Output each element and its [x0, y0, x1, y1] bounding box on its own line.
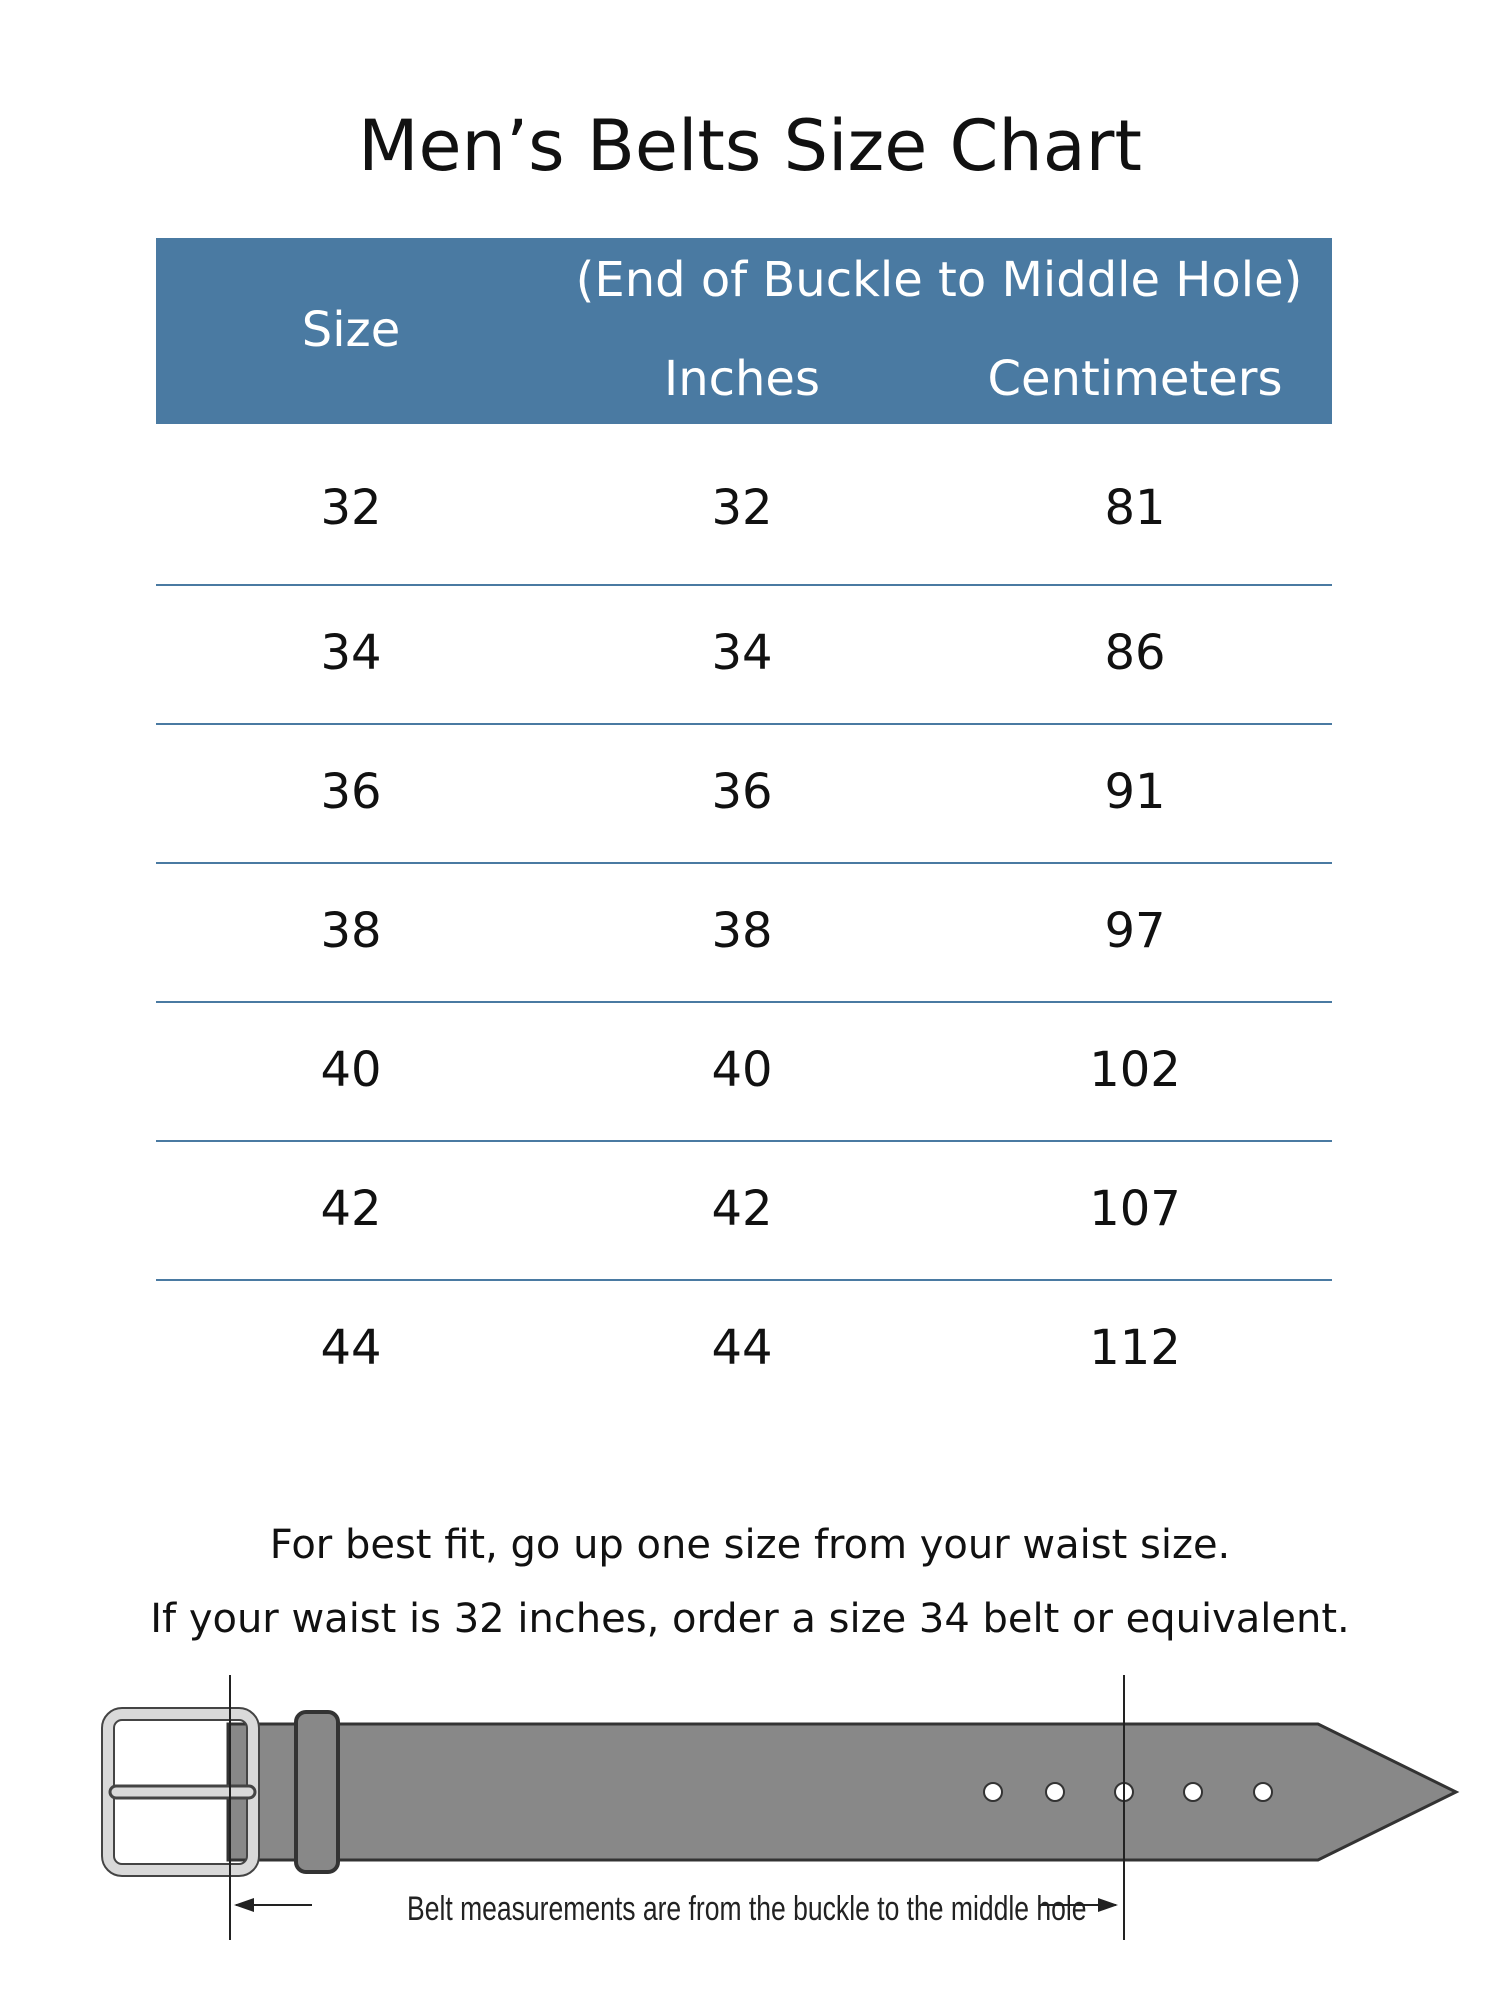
cell-size: 34 [320, 625, 382, 681]
cell-size: 40 [320, 1042, 382, 1098]
cell-cm: 102 [1089, 1042, 1181, 1098]
header-inches: Inches [664, 351, 820, 407]
cell-inches: 42 [711, 1181, 773, 1237]
table-row [156, 1003, 1332, 1142]
table-row [156, 1142, 1332, 1281]
table-body [156, 424, 1332, 1418]
arrow-right-head [1098, 1898, 1118, 1912]
cell-inches: 32 [711, 480, 773, 536]
cell-cm: 81 [1104, 480, 1166, 536]
cell-size: 32 [320, 480, 382, 536]
table-row [156, 725, 1332, 864]
cell-cm: 107 [1089, 1181, 1181, 1237]
cell-inches: 40 [711, 1042, 773, 1098]
table-row [156, 586, 1332, 725]
cell-inches: 34 [711, 625, 773, 681]
buckle-prong [110, 1786, 255, 1798]
cell-size: 44 [320, 1320, 382, 1376]
fit-example-note: If your waist is 32 inches, order a size 34 belt or equivalent. [150, 1596, 1350, 1642]
cell-cm: 112 [1089, 1320, 1181, 1376]
header-size: Size [301, 302, 401, 358]
cell-cm: 91 [1104, 764, 1166, 820]
table-header [156, 238, 1332, 424]
belt-hole [1184, 1783, 1202, 1801]
cell-inches: 44 [711, 1320, 773, 1376]
fit-note: For best fit, go up one size from your waist size. [269, 1522, 1231, 1568]
belt-keeper [296, 1712, 338, 1872]
diagram-caption: Belt measurements are from the buckle to the middle hole [407, 1890, 1087, 1928]
cell-inches: 38 [711, 903, 773, 959]
belt-hole [1254, 1783, 1272, 1801]
cell-cm: 86 [1104, 625, 1166, 681]
header-subtitle: (End of Buckle to Middle Hole) [575, 252, 1303, 308]
cell-size: 38 [320, 903, 382, 959]
table-row [156, 1281, 1332, 1418]
header-centimeters: Centimeters [987, 351, 1283, 407]
belt-hole [1046, 1783, 1064, 1801]
cell-size: 36 [320, 764, 382, 820]
cell-cm: 97 [1104, 903, 1166, 959]
table-row [156, 424, 1332, 586]
belt-hole [984, 1783, 1002, 1801]
size-table [156, 238, 1332, 1418]
page-title: Men’s Belts Size Chart [358, 105, 1142, 187]
cell-size: 42 [320, 1181, 382, 1237]
table-row [156, 864, 1332, 1003]
arrow-left-head [234, 1898, 254, 1912]
cell-inches: 36 [711, 764, 773, 820]
